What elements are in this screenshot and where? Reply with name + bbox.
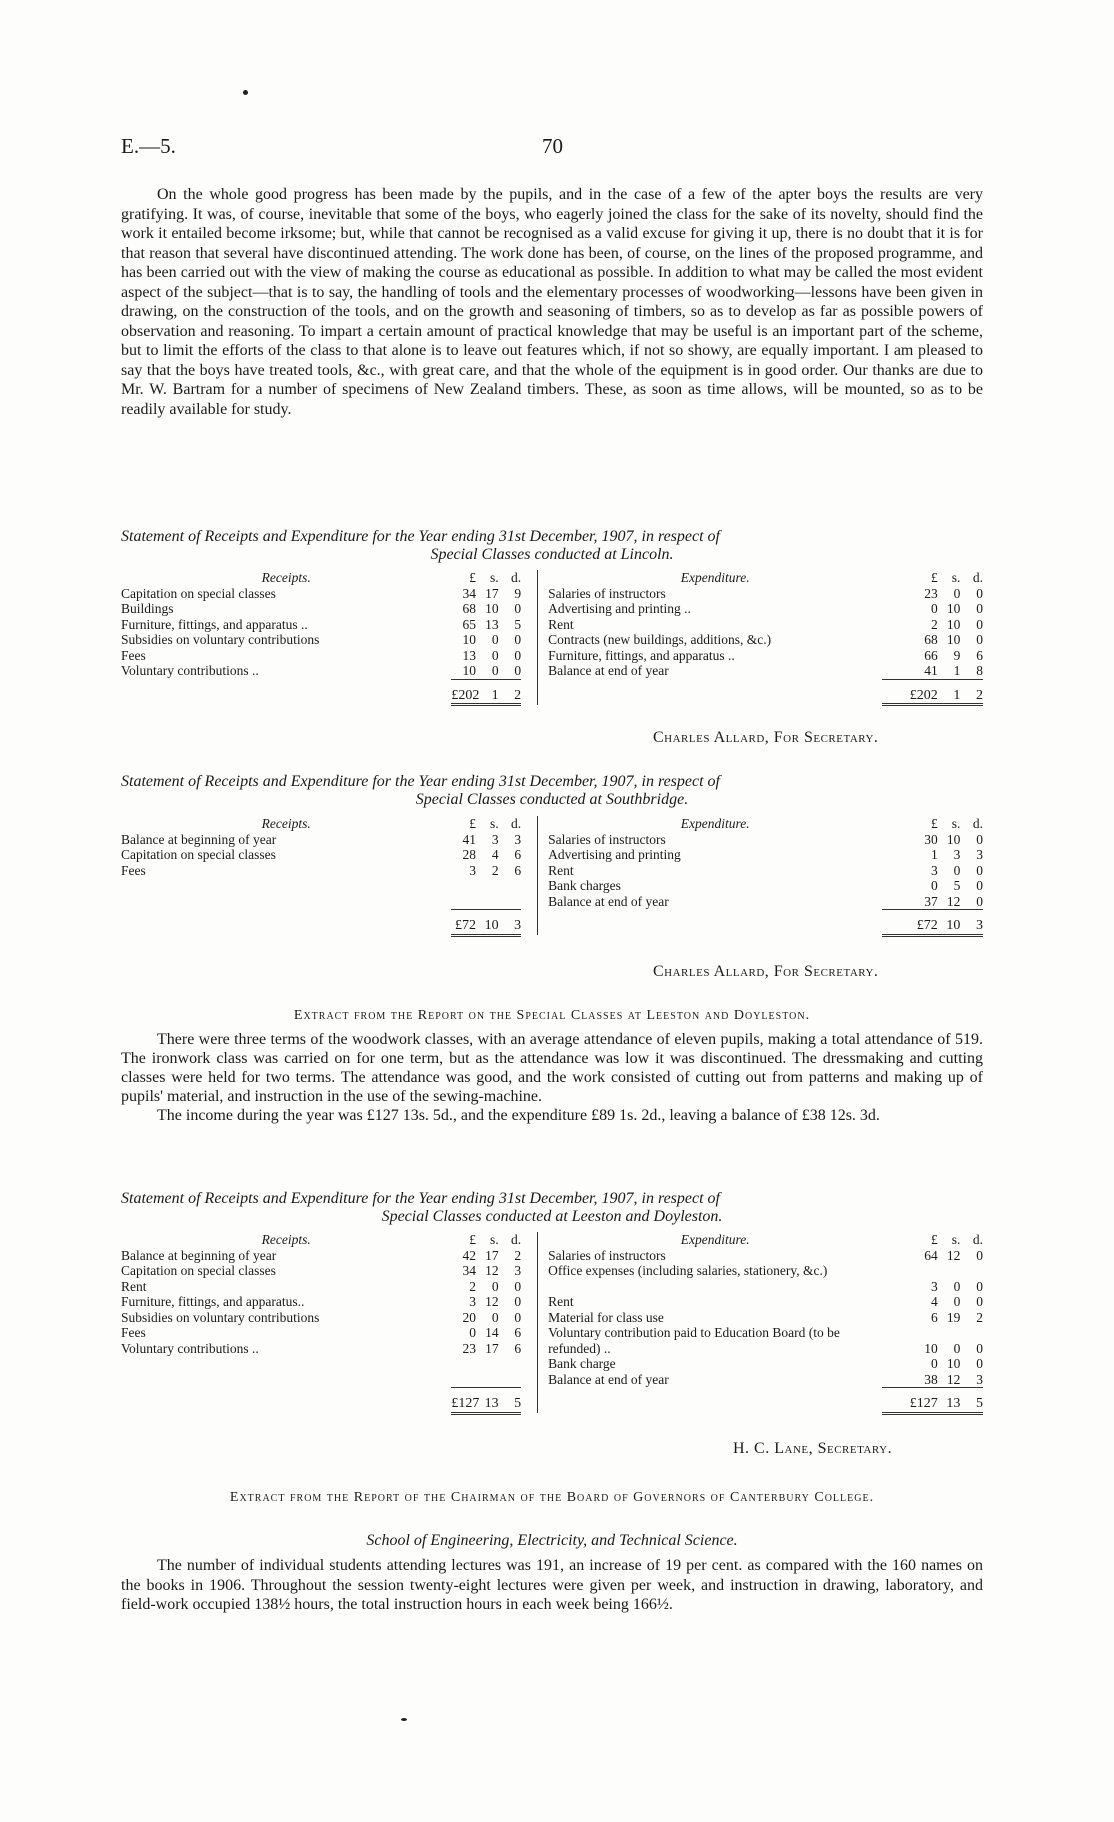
receipt-pounds: 13 bbox=[462, 647, 477, 663]
leeston-extract-body bbox=[121, 1030, 983, 1125]
expenditure-pence: 0 bbox=[976, 616, 983, 632]
table-row bbox=[121, 1294, 983, 1310]
leeston-paragraph-1: There were three terms of the woodwork classes, with an average attendance of eleven pupils, making a total attendance of 519. The ironwork class was carried on for one term, but as the attendance was low it was discontinued. The dressmaking and cutting classes were held for two terms. The attendance was good, and the work consisted of cutting out from patterns and making up of pupils' material, and instruction in the use of the sewing-machine. bbox=[121, 1031, 983, 1105]
receipt-pence: 9 bbox=[514, 585, 522, 601]
southbridge-signature: Charles Allard, For Secretary. bbox=[653, 963, 879, 980]
receipt-pence: 0 bbox=[514, 663, 522, 678]
table-header-row bbox=[121, 570, 983, 586]
expenditure-shillings: 12 bbox=[946, 1247, 961, 1263]
section-code: E.—5. bbox=[121, 134, 176, 158]
shillings-header: s. bbox=[951, 570, 961, 585]
receipt-shillings: 0 bbox=[491, 1278, 499, 1294]
receipt-pence: 0 bbox=[514, 632, 522, 647]
expenditure-pence: 8 bbox=[976, 663, 983, 678]
table-row bbox=[121, 847, 983, 863]
expenditure-shillings: 0 bbox=[953, 1278, 961, 1294]
expenditure-item: Advertising and printing bbox=[548, 847, 681, 862]
expenditure-header: Expenditure. bbox=[680, 1232, 750, 1247]
expenditure-total-shillings: 13 bbox=[938, 1388, 961, 1414]
expenditure-shillings: 3 bbox=[953, 847, 961, 862]
expenditure-pounds: 64 bbox=[924, 1247, 938, 1263]
receipt-item: Balance at beginning of year bbox=[121, 831, 277, 847]
expenditure-item: Bank charges bbox=[548, 878, 621, 893]
pence-header: d. bbox=[972, 570, 983, 585]
expenditure-shillings: 10 bbox=[946, 632, 961, 647]
expenditure-shillings: 10 bbox=[946, 616, 961, 632]
table-header-row bbox=[121, 1232, 983, 1248]
receipt-pounds: 65 bbox=[462, 616, 477, 632]
receipt-pence: 0 bbox=[514, 1278, 522, 1294]
expenditure-shillings: 9 bbox=[953, 647, 961, 663]
expenditure-item: Material for class use bbox=[548, 1309, 664, 1325]
receipt-item: Capitation on special classes bbox=[121, 585, 276, 601]
expenditure-shillings: 0 bbox=[953, 1340, 961, 1356]
expenditure-shillings: 12 bbox=[946, 893, 961, 909]
lincoln-statement-title bbox=[121, 528, 983, 564]
expenditure-total-pence: 3 bbox=[960, 910, 983, 936]
receipt-pence: 0 bbox=[514, 647, 522, 663]
receipt-pence: 6 bbox=[514, 1340, 522, 1356]
expenditure-pounds: 37 bbox=[924, 893, 938, 909]
receipt-shillings: 0 bbox=[491, 647, 499, 663]
receipt-item: Buildings bbox=[121, 601, 174, 616]
pence-header: d. bbox=[511, 816, 522, 831]
receipt-pounds: 3 bbox=[469, 1294, 477, 1309]
receipt-pounds: 10 bbox=[462, 663, 477, 678]
expenditure-total-pounds: £127 bbox=[882, 1388, 937, 1414]
receipt-pounds: 34 bbox=[462, 1263, 477, 1278]
receipts-total-pounds: £72 bbox=[451, 910, 476, 936]
table-row bbox=[121, 1356, 983, 1372]
receipt-pence: 3 bbox=[514, 831, 522, 847]
receipt-item: Rent bbox=[121, 1278, 147, 1294]
southbridge-statement-title bbox=[121, 773, 983, 809]
table-header-row bbox=[121, 816, 983, 832]
pence-header: d. bbox=[511, 1232, 522, 1247]
expenditure-item: Salaries of instructors bbox=[548, 831, 666, 847]
leeston-title-line1: Statement of Receipts and Expenditure for the Year ending 31st December, 1907, in respect of bbox=[121, 1190, 720, 1207]
southbridge-account-table bbox=[121, 816, 983, 937]
southbridge-title-line1: Statement of Receipts and Expenditure for the Year ending 31st December, 1907, in respect of bbox=[121, 773, 720, 790]
expenditure-pence: 0 bbox=[976, 831, 983, 847]
expenditure-pence: 3 bbox=[976, 847, 983, 862]
receipt-pounds: 20 bbox=[462, 1309, 477, 1325]
expenditure-pounds: 2 bbox=[931, 616, 938, 632]
expenditure-total-shillings: 10 bbox=[938, 910, 961, 936]
expenditure-pence: 6 bbox=[976, 647, 983, 663]
pounds-header: £ bbox=[931, 570, 938, 585]
receipt-item: Fees bbox=[121, 647, 146, 663]
pounds-header: £ bbox=[469, 816, 477, 831]
expenditure-item: Rent bbox=[548, 862, 574, 878]
receipts-total-pence: 2 bbox=[499, 679, 522, 705]
receipt-pounds: 23 bbox=[462, 1340, 477, 1356]
canterbury-subheading: School of Engineering, Electricity, and Technical Science. bbox=[366, 1532, 738, 1549]
receipt-shillings: 0 bbox=[491, 632, 499, 647]
receipt-pounds: 28 bbox=[462, 847, 477, 862]
expenditure-shillings: 10 bbox=[946, 601, 961, 616]
table-row bbox=[121, 632, 983, 648]
pence-header: d. bbox=[972, 816, 983, 831]
expenditure-item: Balance at end of year bbox=[548, 663, 669, 678]
total-row bbox=[121, 679, 983, 705]
receipt-item: Capitation on special classes bbox=[121, 1263, 276, 1278]
receipt-pounds: 42 bbox=[462, 1247, 477, 1263]
receipt-shillings: 0 bbox=[491, 1309, 499, 1325]
table-row bbox=[121, 601, 983, 617]
receipt-shillings: 0 bbox=[491, 663, 499, 678]
expenditure-item: Rent bbox=[548, 1294, 574, 1309]
receipt-item: Furniture, fittings, and apparatus .. bbox=[121, 616, 308, 632]
expenditure-shillings: 1 bbox=[953, 663, 961, 678]
expenditure-item: Advertising and printing .. bbox=[548, 601, 691, 616]
expenditure-pence: 0 bbox=[976, 601, 983, 616]
expenditure-header: Expenditure. bbox=[680, 816, 750, 831]
expenditure-pence: 0 bbox=[976, 893, 983, 909]
leeston-statement-title bbox=[121, 1190, 983, 1226]
expenditure-item: Salaries of instructors bbox=[548, 585, 666, 601]
canterbury-body bbox=[121, 1556, 983, 1615]
leeston-paragraph-2: The income during the year was £127 13s. 5d., and the expenditure £89 1s. 2d., leaving a balance of £38 12s. 3d. bbox=[157, 1107, 880, 1124]
table-row bbox=[121, 832, 983, 848]
leeston-title-line2: Special Classes conducted at Leeston and Doyleston. bbox=[381, 1208, 723, 1225]
receipt-pence: 5 bbox=[514, 616, 522, 632]
expenditure-item: Balance at end of year bbox=[548, 1371, 669, 1387]
receipt-shillings: 17 bbox=[485, 585, 499, 601]
expenditure-shillings: 12 bbox=[946, 1371, 961, 1387]
expenditure-pounds: 6 bbox=[931, 1309, 938, 1325]
expenditure-pounds: 1 bbox=[931, 847, 938, 862]
receipts-total-pence: 5 bbox=[499, 1388, 522, 1414]
shillings-header: s. bbox=[489, 1232, 499, 1247]
receipts-header: Receipts. bbox=[261, 816, 311, 831]
receipts-header: Receipts. bbox=[261, 1232, 311, 1247]
table-row bbox=[121, 863, 983, 879]
total-row bbox=[121, 1388, 983, 1414]
pounds-header: £ bbox=[931, 816, 938, 831]
expenditure-item: Rent bbox=[548, 616, 574, 632]
expenditure-pounds: 41 bbox=[924, 663, 938, 678]
leeston-signature: H. C. Lane, Secretary. bbox=[733, 1440, 893, 1457]
receipt-item: Balance at beginning of year bbox=[121, 1247, 277, 1263]
lincoln-signature: Charles Allard, For Secretary. bbox=[653, 729, 879, 746]
receipt-item: Fees bbox=[121, 862, 146, 878]
receipt-shillings: 4 bbox=[491, 847, 499, 862]
expenditure-pence: 0 bbox=[976, 878, 983, 893]
expenditure-pence: 0 bbox=[976, 1294, 983, 1309]
expenditure-total-pounds: £202 bbox=[882, 679, 937, 705]
receipt-shillings: 12 bbox=[485, 1263, 499, 1278]
pounds-header: £ bbox=[469, 1232, 477, 1247]
expenditure-pounds: 30 bbox=[924, 831, 938, 847]
table-row bbox=[121, 1263, 983, 1279]
expenditure-total-pence: 2 bbox=[960, 679, 983, 705]
pounds-header: £ bbox=[469, 570, 477, 585]
table-row bbox=[121, 894, 983, 910]
receipt-pounds: 0 bbox=[469, 1325, 477, 1340]
table-row bbox=[121, 1325, 983, 1341]
shillings-header: s. bbox=[951, 1232, 961, 1247]
receipt-shillings: 17 bbox=[485, 1340, 499, 1356]
expenditure-pence: 0 bbox=[976, 862, 983, 878]
expenditure-pounds: 23 bbox=[924, 585, 938, 601]
receipt-shillings: 14 bbox=[485, 1325, 499, 1340]
expenditure-item: Bank charge bbox=[548, 1356, 616, 1371]
expenditure-pounds: 0 bbox=[931, 1356, 938, 1371]
expenditure-item: Balance at end of year bbox=[548, 893, 669, 909]
canterbury-paragraph: The number of individual students attending lectures was 191, an increase of 19 per cent. as compared with the 160 names on the books in 1906. Throughout the session twenty-eight lectures were given per week, and instruction in drawing, laboratory, and field-work occupied 138½ hours, the total instruction hours in each week being 166½. bbox=[121, 1557, 983, 1613]
table-row bbox=[121, 1372, 983, 1388]
receipts-total-shillings: 13 bbox=[476, 1388, 499, 1414]
expenditure-shillings: 0 bbox=[953, 1294, 961, 1309]
pence-header: d. bbox=[511, 570, 522, 585]
receipt-pence: 6 bbox=[514, 1325, 522, 1340]
receipt-pounds: 34 bbox=[462, 585, 477, 601]
lincoln-title-line2: Special Classes conducted at Lincoln. bbox=[430, 546, 674, 563]
expenditure-shillings: 10 bbox=[946, 1356, 961, 1371]
expenditure-pounds: 0 bbox=[931, 601, 938, 616]
expenditure-pence: 2 bbox=[976, 1309, 983, 1325]
expenditure-pounds: 3 bbox=[931, 1278, 938, 1294]
expenditure-item: Voluntary contribution paid to Education Board (to be refunded) .. bbox=[548, 1325, 840, 1356]
receipt-pence: 6 bbox=[514, 847, 522, 862]
receipt-shillings: 3 bbox=[491, 831, 499, 847]
expenditure-pounds: 4 bbox=[931, 1294, 938, 1309]
leeston-account-table bbox=[121, 1232, 983, 1415]
expenditure-pounds: 0 bbox=[931, 878, 938, 893]
receipt-item: Voluntary contributions .. bbox=[121, 663, 259, 678]
expenditure-pence: 0 bbox=[976, 1278, 983, 1294]
receipt-shillings: 10 bbox=[485, 601, 499, 616]
shillings-header: s. bbox=[951, 816, 961, 831]
receipt-item: Subsidies on voluntary contributions bbox=[121, 1309, 320, 1325]
receipts-total-shillings: 10 bbox=[476, 910, 499, 936]
receipt-pence: 6 bbox=[514, 862, 522, 878]
expenditure-pence: 0 bbox=[976, 1356, 983, 1371]
expenditure-pence: 0 bbox=[976, 632, 983, 647]
table-row bbox=[121, 1310, 983, 1326]
receipts-total-pence: 3 bbox=[499, 910, 522, 936]
receipt-item: Capitation on special classes bbox=[121, 847, 276, 862]
expenditure-pounds: 68 bbox=[924, 632, 938, 647]
shillings-header: s. bbox=[489, 816, 499, 831]
expenditure-pounds: 10 bbox=[924, 1340, 938, 1356]
receipt-pence: 2 bbox=[514, 1247, 522, 1263]
page-number: 70 bbox=[542, 134, 563, 158]
receipt-shillings: 12 bbox=[485, 1294, 499, 1309]
receipts-total-shillings: 1 bbox=[476, 679, 499, 705]
receipt-pounds: 68 bbox=[462, 601, 477, 616]
table-row bbox=[121, 878, 983, 894]
receipt-pounds: 3 bbox=[469, 862, 477, 878]
table-row bbox=[121, 663, 983, 679]
table-row bbox=[121, 648, 983, 664]
receipt-item: Voluntary contributions .. bbox=[121, 1340, 259, 1356]
expenditure-pence: 0 bbox=[976, 1247, 983, 1263]
expenditure-total-pence: 5 bbox=[960, 1388, 983, 1414]
pounds-header: £ bbox=[931, 1232, 938, 1247]
expenditure-pence: 0 bbox=[976, 585, 983, 601]
intro-paragraph-text: On the whole good progress has been made by the pupils, and in the case of a few of the apter boys the results are very gratifying. It was, of course, inevitable that some of the boys, who eagerly joined the class for the sake of its novelty, should find the work it entailed become irksome; but, while that cannot be recognised as a valid excuse for giving it up, there is no doubt that it is for that reason that several have discontinued attending. The work done has been, of course, on the lines of the proposed programme, and has been carried out with the view of making the course as educational as possible. In addition to what may be called the most evident aspect of the subject—that is to say, the handling of tools and the elementary processes of woodworking—lessons have been given in drawing, on the construction of the tools, and on the growth and seasoning of timbers, so as to develop as far as possible powers of observation and reasoning. To impart a certain amount of practical knowledge that may be useful is an important part of the scheme, but to limit the efforts of the class to that alone is to leave out features which, if not so showy, are equally important. I am pleased to say that the boys have treated tools, &c., with great care, and that the whole of the equipment is in good order. Our thanks are due to Mr. W. Bartram for a number of specimens of New Zealand timbers. These, as soon as time allows, will be mounted, so as to be readily available for study. bbox=[121, 186, 983, 418]
leeston-extract-heading: Extract from the Report on the Special Classes at Leeston and Doyleston. bbox=[293, 1008, 811, 1023]
receipt-item: Furniture, fittings, and apparatus.. bbox=[121, 1294, 305, 1309]
receipt-item: Fees bbox=[121, 1325, 146, 1340]
receipt-pounds: 2 bbox=[469, 1278, 477, 1294]
lincoln-title-line1: Statement of Receipts and Expenditure for the Year ending 31st December, 1907, in respect of bbox=[121, 528, 720, 545]
table-row bbox=[121, 617, 983, 633]
southbridge-title-line2: Special Classes conducted at Southbridge. bbox=[415, 791, 689, 808]
lincoln-account-table bbox=[121, 570, 983, 706]
receipt-item: Subsidies on voluntary contributions bbox=[121, 632, 320, 647]
receipt-shillings: 17 bbox=[485, 1247, 499, 1263]
expenditure-shillings: 5 bbox=[953, 878, 961, 893]
table-row bbox=[121, 586, 983, 602]
receipts-header: Receipts. bbox=[261, 570, 311, 585]
expenditure-total-shillings: 1 bbox=[938, 679, 961, 705]
receipt-shillings: 2 bbox=[491, 862, 499, 878]
expenditure-pence: 0 bbox=[976, 1340, 983, 1356]
total-row bbox=[121, 910, 983, 936]
table-row bbox=[121, 1248, 983, 1264]
intro-paragraph bbox=[121, 185, 983, 419]
canterbury-extract-heading: Extract from the Report of the Chairman of the Board of Governors of Canterbury College. bbox=[229, 1490, 875, 1505]
expenditure-pounds: 3 bbox=[931, 862, 938, 878]
receipt-shillings: 13 bbox=[485, 616, 499, 632]
expenditure-item: Office expenses (including salaries, stationery, &c.) bbox=[548, 1263, 828, 1278]
receipt-pence: 0 bbox=[514, 601, 522, 616]
expenditure-header: Expenditure. bbox=[680, 570, 750, 585]
expenditure-pounds: 38 bbox=[924, 1371, 938, 1387]
shillings-header: s. bbox=[489, 570, 499, 585]
expenditure-item: Salaries of instructors bbox=[548, 1247, 666, 1263]
expenditure-shillings: 10 bbox=[946, 831, 961, 847]
expenditure-pounds: 66 bbox=[924, 647, 938, 663]
receipt-pence: 0 bbox=[514, 1309, 522, 1325]
receipt-pence: 3 bbox=[514, 1263, 522, 1278]
expenditure-item: Contracts (new buildings, additions, &c.) bbox=[548, 632, 772, 647]
expenditure-pence: 3 bbox=[976, 1371, 983, 1387]
expenditure-shillings: 0 bbox=[953, 862, 961, 878]
pence-header: d. bbox=[972, 1232, 983, 1247]
ink-speck bbox=[401, 1718, 407, 1721]
expenditure-shillings: 0 bbox=[953, 585, 961, 601]
expenditure-total-pounds: £72 bbox=[882, 910, 937, 936]
receipt-pounds: 41 bbox=[462, 831, 477, 847]
expenditure-shillings: 19 bbox=[946, 1309, 961, 1325]
receipt-pounds: 10 bbox=[462, 632, 477, 647]
receipt-pence: 0 bbox=[514, 1294, 522, 1309]
ink-speck bbox=[243, 90, 248, 95]
receipts-total-pounds: £127 bbox=[451, 1388, 476, 1414]
receipts-total-pounds: £202 bbox=[451, 679, 476, 705]
expenditure-item: Furniture, fittings, and apparatus .. bbox=[548, 647, 735, 663]
